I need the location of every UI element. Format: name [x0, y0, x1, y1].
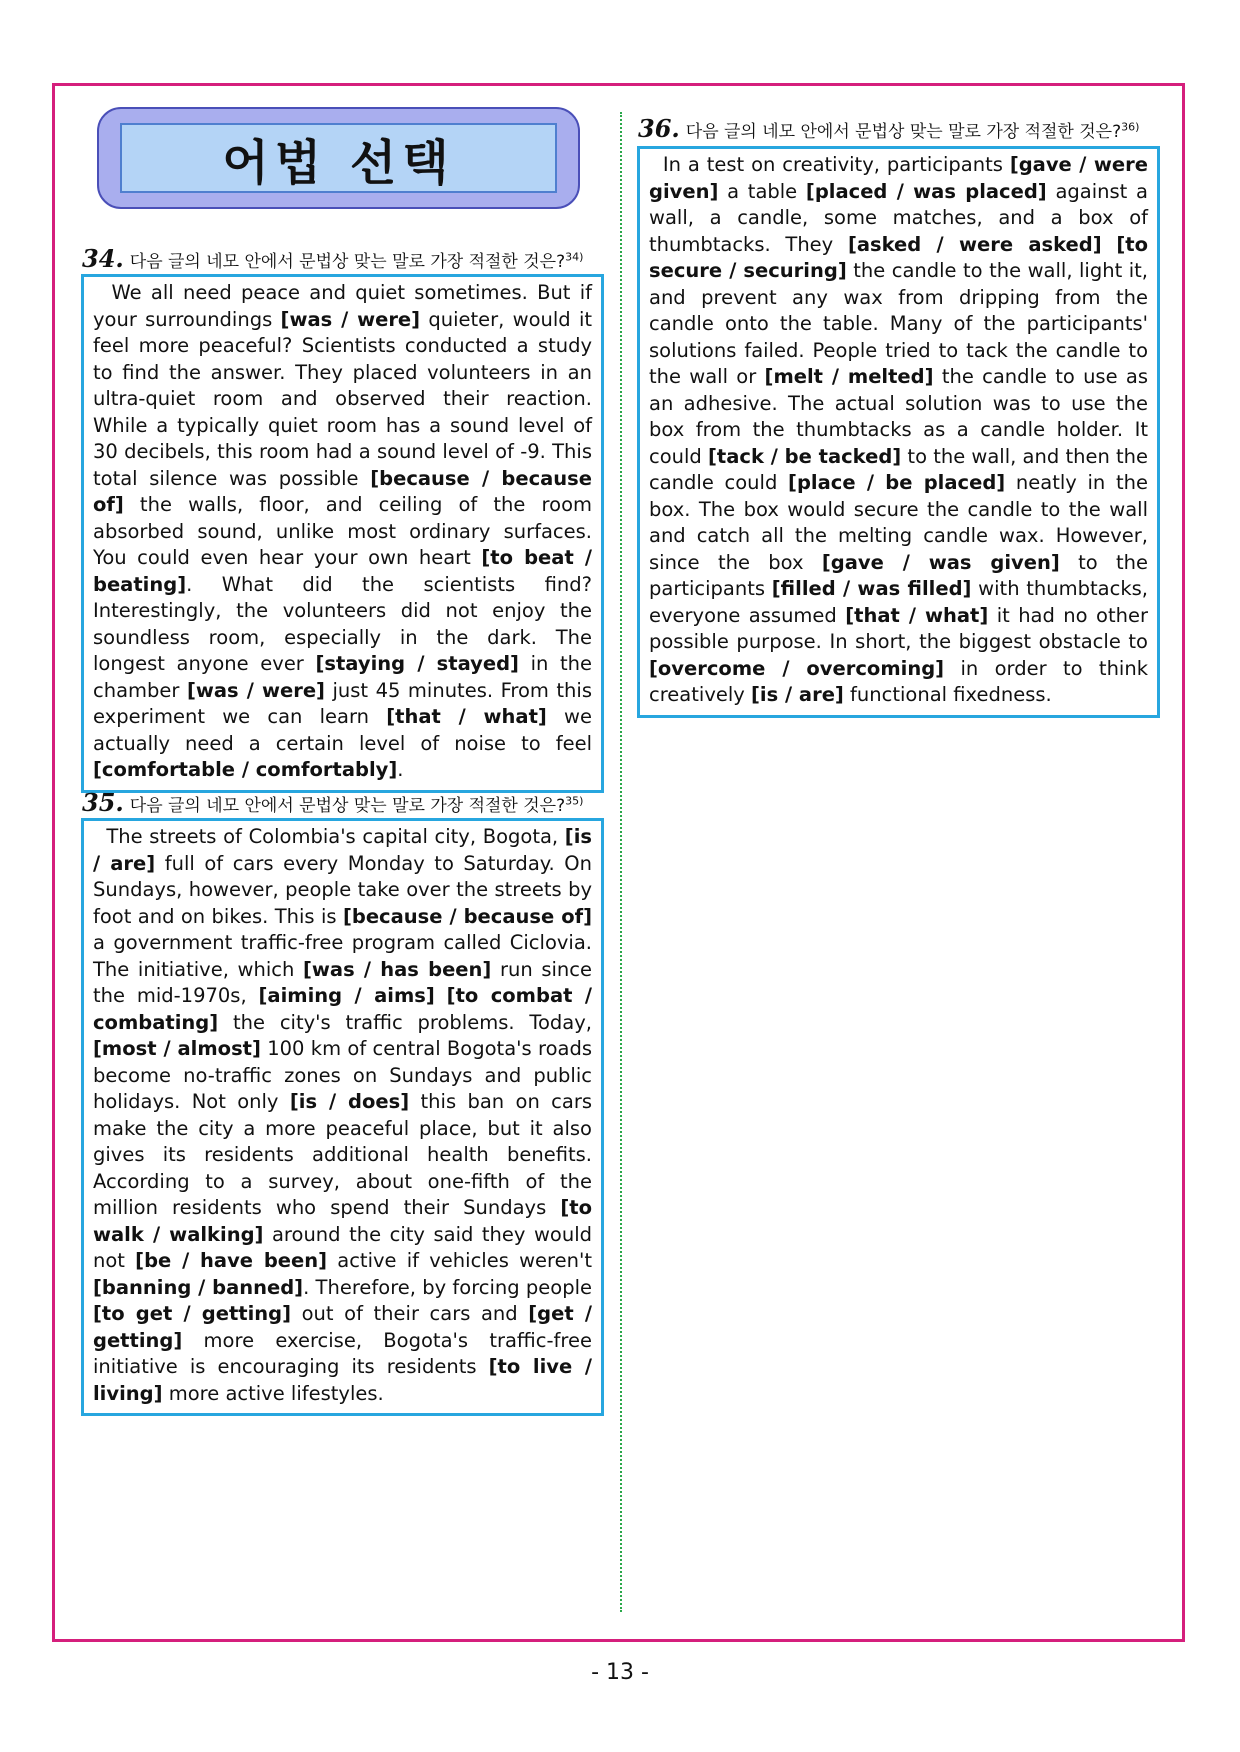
passage-text: just 45 minutes. From this experiment we can learn	[93, 678, 592, 728]
passage-text	[1102, 233, 1117, 256]
passage-text: a table	[718, 179, 806, 203]
passage-text: . Therefore, by forcing people	[303, 1275, 593, 1299]
answer-choice: [is / are]	[93, 825, 592, 875]
page-number: - 13 -	[591, 1660, 649, 1685]
passage-text: we actually need a certain level of noise to feel	[93, 705, 592, 755]
question-34-passage	[81, 274, 604, 793]
answer-choice: [placed / was placed]	[805, 179, 1047, 203]
footnote-marker: 35)	[565, 794, 584, 808]
passage-text: against a wall, a candle, some matches, and a box of thumbtacks. They	[649, 179, 1148, 256]
question-prompt: 다음 글의 네모 안에서 문법상 맞는 말로 가장 적절한 것은?	[129, 796, 566, 816]
question-34-header	[82, 244, 583, 273]
passage-text: more active lifestyles.	[162, 1381, 384, 1405]
answer-choice: [be / have been]	[135, 1249, 328, 1272]
passage-text: a government traffic-free program called Ciclovia. The initiative, which	[93, 931, 592, 981]
passage-text: neatly in the box. The box would secure the candle to the wall and catch all the melting candle wax. However, since the box	[649, 471, 1148, 574]
answer-choice: [is / are]	[751, 683, 844, 706]
passage-text: the candle to use as an adhesive. The actual solution was to use the box from the thumbtacks as a candle holder. It could	[649, 365, 1148, 468]
answer-choice: [get / getting]	[93, 1302, 592, 1352]
answer-choice: [staying / stayed]	[315, 652, 519, 675]
title-box	[120, 123, 557, 193]
answer-choice: [to get / getting]	[93, 1302, 292, 1325]
answer-choice: [to beat / beating]	[93, 546, 593, 596]
passage-text: in order to think creatively	[649, 656, 1148, 706]
passage-text: 100 km of central Bogota's roads become no-traffic zones on Sundays and public holidays. Not only	[93, 1037, 592, 1113]
answer-choice: [is / does]	[289, 1090, 410, 1113]
question-35-header	[82, 788, 583, 817]
answer-choice: [was / were]	[280, 307, 421, 331]
passage-text: We all need peace and quiet sometimes. But if your surroundings	[93, 281, 592, 331]
passage-text: with thumbtacks, everyone assumed	[649, 577, 1148, 627]
page-title: 어법 선택	[222, 134, 455, 191]
passage-text	[435, 984, 447, 1007]
answer-choice: [that / what]	[386, 705, 547, 728]
question-35-passage	[81, 818, 604, 1416]
answer-choice: [gave / were given]	[649, 153, 1148, 203]
passage-text: this ban on cars make the city a more peaceful place, but it also gives its residents additional health benefits. According to a survey, about one-fifth of the million residents who spend their Sundays	[93, 1090, 593, 1219]
answer-choice: [because / because of]	[93, 466, 592, 516]
question-36-passage	[637, 146, 1160, 718]
passage-text: the walls, floor, and ceiling of the room absorbed sound, unlike most ordinary surfaces. You could even hear your own heart	[93, 493, 592, 569]
passage-text: In a test on creativity, participants	[649, 153, 1010, 176]
passage-text: around the city said they would not	[93, 1222, 592, 1272]
question-prompt: 다음 글의 네모 안에서 문법상 맞는 말로 가장 적절한 것은?	[129, 252, 566, 272]
passage-text: to the participants	[649, 550, 1148, 600]
answer-choice: [overcome / overcoming]	[649, 656, 945, 680]
answer-choice: [aiming / aims]	[258, 984, 435, 1007]
passage-text: functional fixedness.	[843, 683, 1052, 706]
answer-choice: [to secure / securing]	[649, 232, 1149, 282]
question-number: 34.	[82, 244, 124, 273]
passage-text: . What did the scientists find? Interestingly, the volunteers did not enjoy the soundless room, especially in the dark. The longest anyone ever	[93, 572, 592, 675]
question-number: 36.	[638, 114, 680, 143]
passage-text: The streets of Colombia's capital city, Bogota,	[93, 825, 565, 848]
answer-choice: [to live / living]	[93, 1355, 592, 1405]
answer-choice: [asked / were asked]	[847, 232, 1102, 256]
passage-text: in the chamber	[93, 652, 593, 702]
answer-choice: [banning / banned]	[93, 1275, 304, 1299]
passage-text: full of cars every Monday to Saturday. On Sundays, however, people take over the streets by foot and on bikes. This is	[93, 851, 592, 928]
answer-choice: [filled / was filled]	[771, 577, 972, 600]
answer-choice: [tack / be tacked]	[708, 444, 902, 468]
question-prompt: 다음 글의 네모 안에서 문법상 맞는 말로 가장 적절한 것은?	[685, 122, 1122, 142]
footnote-marker: 34)	[565, 250, 584, 264]
passage-text: the candle to the wall, light it, and prevent any wax from dripping from the candle onto the table. Many of the participants' solutions failed. People tried to tack the candle to the wall or	[649, 259, 1148, 388]
passage-text: .	[397, 758, 404, 781]
answer-choice: [that / what]	[845, 603, 989, 627]
answer-choice: [melt / melted]	[764, 365, 934, 388]
passage-text: it had no other possible purpose. In short, the biggest obstacle to	[649, 603, 1148, 653]
answer-choice: [to walk / walking]	[93, 1196, 592, 1246]
passage-text: more exercise, Bogota's traffic-free initiative is encouraging its residents	[93, 1328, 592, 1378]
answer-choice: [because / because of]	[342, 904, 592, 928]
question-number: 35.	[82, 788, 124, 817]
passage-text: active if vehicles weren't	[327, 1249, 593, 1272]
answer-choice: [was / has been]	[302, 957, 492, 981]
answer-choice: [to combat / combating]	[93, 984, 592, 1034]
passage-text: run since the mid-1970s,	[93, 957, 592, 1007]
column-divider	[620, 112, 622, 1612]
question-36-header	[638, 114, 1139, 143]
passage-text: to the wall, and then the candle could	[649, 444, 1149, 494]
answer-choice: [place / be placed]	[788, 471, 1006, 494]
answer-choice: [comfortable / comfortably]	[93, 758, 398, 781]
footnote-marker: 36)	[1121, 120, 1140, 134]
passage-text: quieter, would it feel more peaceful? Scientists conducted a study to find the answer. They placed volunteers in an ultra-quiet room and observed their reaction. While a typically quiet room has a sound level of 30 decibels, this room had a sound level of -9. This total silence was possible	[93, 307, 593, 490]
answer-choice: [was / were]	[186, 678, 325, 702]
answer-choice: [most / almost]	[93, 1037, 261, 1060]
passage-text: the city's traffic problems. Today,	[218, 1010, 592, 1034]
answer-choice: [gave / was given]	[821, 550, 1060, 574]
passage-text: out of their cars and	[291, 1302, 529, 1325]
